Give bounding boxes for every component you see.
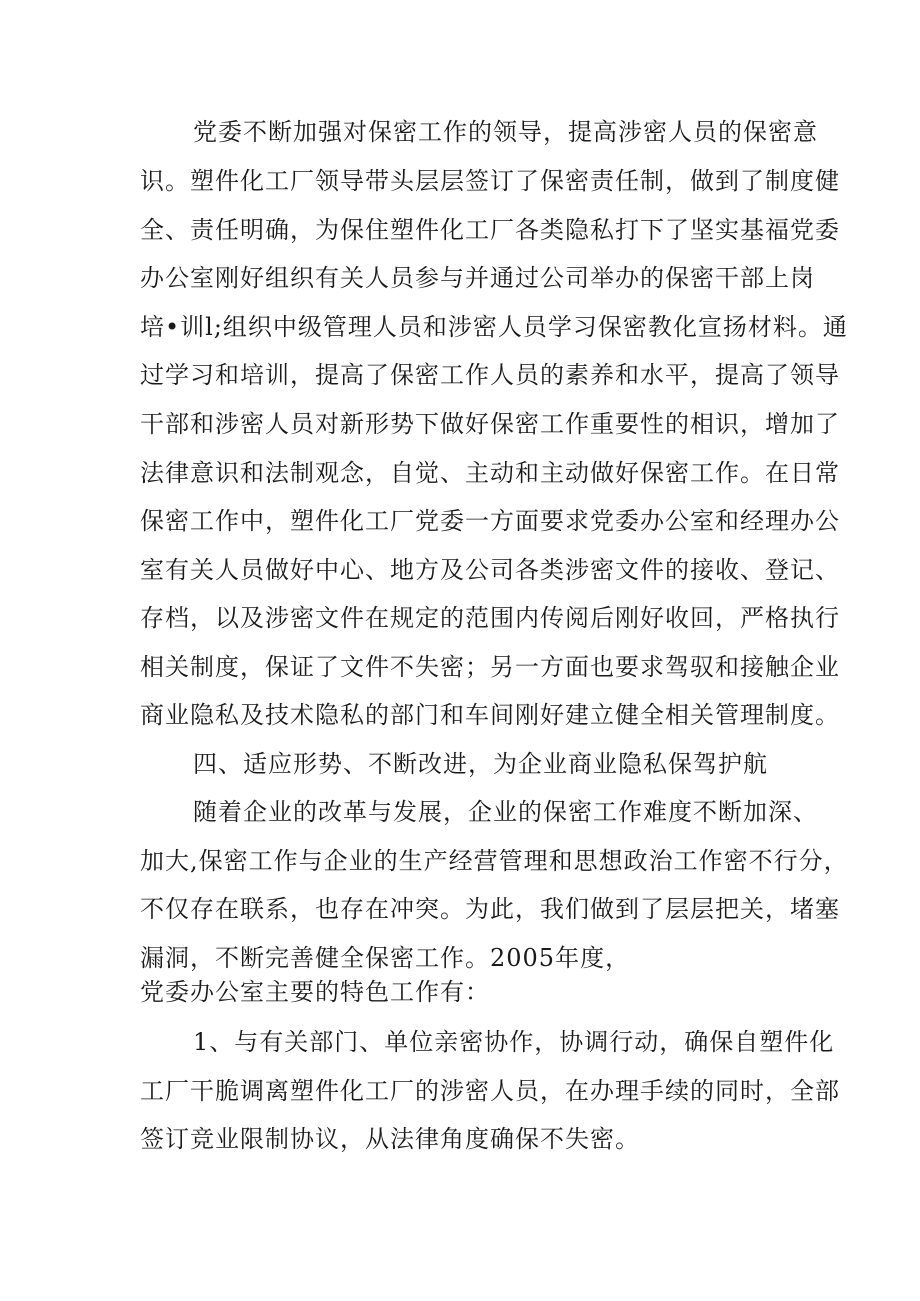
paragraph-4-line-1: 1、与有关部门、单位亲密协作，协调行动，确保自塑件化: [193, 1028, 835, 1056]
paragraph-1-line-2: 识。塑件化工厂领导带头层层签订了保密责任制，做到了制度健: [140, 167, 840, 195]
paragraph-3-line-2: 加大,保密工作与企业的生产经营管理和思想政治工作密不行分，: [140, 847, 849, 875]
paragraph-1-line-11: 存档，以及涉密文件在规定的范围内传阅后刚好收回，严格执行: [140, 604, 840, 632]
paragraph-1-line-9: 保密工作中，塑件化工厂党委一方面要求党委办公室和经理办公: [140, 507, 840, 535]
paragraph-3-line-3: 不仅存在联系，也存在冲突。为此，我们做到了层层把关，堵塞: [140, 895, 840, 923]
paragraph-1-line-12: 相关制度，保证了文件不失密；另一方面也要求驾驭和接触企业: [140, 653, 840, 681]
section-heading-4: 四、适应形势、不断改进，为企业商业隐私保驾护航: [193, 750, 768, 778]
paragraph-4-line-3: 签订竞业限制协议，从法律角度确保不失密。: [140, 1125, 640, 1153]
paragraph-1-line-10: 室有关人员做好中心、地方及公司各类涉密文件的接收、登记、: [140, 556, 840, 584]
paragraph-1-line-13: 商业隐私及技术隐私的部门和车间刚好建立健全相关管理制度。: [140, 701, 840, 729]
paragraph-1-line-7: 干部和涉密人员对新形势下做好保密工作重要性的相识，增加了: [140, 410, 840, 438]
paragraph-3-line-1: 随着企业的改革与发展，企业的保密工作难度不断加深、: [193, 798, 818, 826]
paragraph-3-line-4: 漏洞，不断完善健全保密工作。2005年度，: [140, 944, 631, 972]
paragraph-1-line-1: 党委不断加强对保密工作的领导，提高涉密人员的保密意: [193, 118, 818, 146]
paragraph-3-line-5: 党委办公室主要的特色工作有：: [140, 978, 490, 1006]
paragraph-1-line-8: 法律意识和法制观念，自觉、主动和主动做好保密工作。在日常: [140, 459, 840, 487]
paragraph-1-line-3: 全、责任明确，为保住塑件化工厂各类隐私打下了坚实基福党委: [140, 216, 840, 244]
paragraph-1-line-6: 过学习和培训，提高了保密工作人员的素养和水平，提高了领导: [140, 361, 840, 389]
paragraph-1-line-4: 办公室刚好组织有关人员参与并通过公司举办的保密干部上岗: [140, 264, 815, 292]
paragraph-1-line-5: 培•训l;组织中级管理人员和涉密人员学习保密教化宣扬材料。通: [140, 313, 848, 341]
paragraph-4-line-2: 工厂干脆调离塑件化工厂的涉密人员，在办理手续的同时，全部: [140, 1077, 840, 1105]
